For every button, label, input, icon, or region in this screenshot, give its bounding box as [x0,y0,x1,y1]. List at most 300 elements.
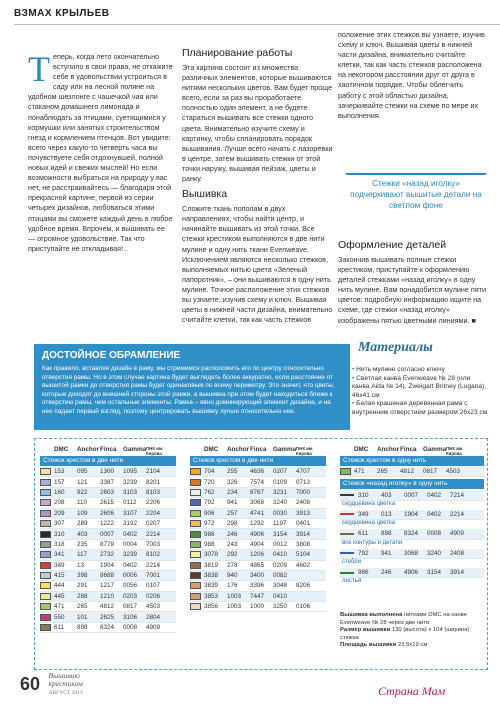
key-cell: 986 [358,569,369,577]
color-swatch [40,510,51,517]
summary-label: Размер вышивки [340,627,391,634]
key-cell: 0402 [123,530,138,538]
key-header [40,446,176,456]
key-cell: 3068 [250,499,265,507]
key-cell: 0007 [404,491,419,499]
key-cell: 0817 [123,603,138,611]
color-swatch [40,572,51,579]
key-cell: 0401 [296,520,311,528]
backstitch-line-swatch [340,513,354,515]
materials-box [352,340,488,440]
key-cell: 121 [77,478,88,486]
key-cell: 2104 [146,468,161,476]
key-cell: 940 [227,572,238,580]
key-cell: 1197 [273,520,287,528]
key-cell: 0107 [146,582,161,590]
finishing-text: Закончив вышивать полные стежки крестиком, приступайте к оформлению деталей стежками «назад иголку» в одну нить мулине. Вам понадобится мулине пяти цветов: подробную информацию ищите на схеме, где стежки «назад иголку» изображены пятью цветными линиями. ■ [338,255,486,325]
key-cell: 4906 [404,569,419,577]
materials-item: • Нить мулине согласно ключу [352,366,488,375]
key-cell: 3048 [273,582,288,590]
key-cell: 235 [77,540,88,548]
key-header [340,446,484,456]
key-cell: 398 [77,572,88,580]
key-row [190,540,326,550]
key-cell: 0207 [146,520,161,528]
key-cell: 3839 [204,582,219,590]
color-swatch [40,520,51,527]
finishing-heading: Оформление деталей [338,239,447,251]
magazine-name-line1: Вышиваю [48,671,80,680]
key-row [190,592,326,602]
key-row [40,540,176,550]
key-cell: 1003 [227,592,242,600]
key-cell: 2214 [450,510,465,518]
key-cell: 1222 [100,520,115,528]
key-cell: 298 [227,520,238,528]
key-cell: 4707 [296,468,311,476]
key-row [40,519,176,529]
key-cell: 792 [358,549,369,557]
color-swatch [190,603,201,610]
color-swatch [40,499,51,506]
key-header-anchor: Anchor [377,446,400,453]
key-column-1 [40,446,176,633]
key-cell: 7001 [146,572,161,580]
key-cell: 4812 [100,603,115,611]
key-cell: 2204 [146,509,161,517]
key-row [190,488,326,498]
key-cell: 906 [204,509,215,517]
pull-quote-text: Стежки «назад иголку» подчеркивают вышитые детали на светлом фоне [350,179,482,210]
backstitch-label: листья [342,578,361,585]
key-cell: 2603 [100,488,115,496]
key-cell: 8324 [404,530,419,538]
key-header-dmc: DMC [354,446,369,453]
key-rows [340,490,484,587]
key-cell: 3914 [450,569,465,577]
key-cell: 208 [54,499,65,507]
backstitch-label: сердцевина цветка [342,520,396,527]
key-row [190,550,326,560]
pull-quote-rule [346,173,486,175]
key-cell: 8206 [296,582,311,590]
color-swatch [40,468,51,475]
key-cell: 310 [54,530,65,538]
key-cell: 0007 [100,530,115,538]
key-row [40,581,176,591]
key-row [340,490,484,500]
key-cell: 4904 [250,540,265,548]
materials-list [352,366,488,418]
key-row [190,561,326,571]
key-cell: 0106 [296,603,311,611]
key-cell: 471 [354,468,365,476]
key-cell: 257 [227,509,238,517]
key-row [340,510,484,520]
key-cell: 1206 [250,551,265,559]
key-header-gamma: Gamma [273,446,297,453]
pull-quote [346,173,486,223]
color-swatch [340,468,351,475]
key-cell: 3400 [250,572,265,580]
key-column-2 [190,446,326,612]
key-cell: 7574 [250,478,265,486]
key-row [40,550,176,560]
key-header-dmc: DMC [54,446,69,453]
color-swatch [40,479,51,486]
color-swatch [40,614,51,621]
color-swatch [190,541,201,548]
key-cell: 792 [204,499,215,507]
embroidery-heading: Вышивка [182,188,228,201]
key-row [190,602,326,612]
key-row [190,529,326,539]
summary-text: 130 (высота) х 104 (ширина) стежка [340,627,470,641]
key-cell: 0402 [123,561,138,569]
color-swatch [40,562,51,569]
key-row [340,467,484,477]
backstitch-line-swatch [340,533,354,535]
key-cell: 0008 [427,530,442,538]
key-cell: 3103 [123,488,138,496]
key-cell: 349 [358,510,369,518]
watermark: Страна Мам [378,684,446,698]
key-cell: 4741 [250,509,265,517]
key-cell: 326 [227,478,238,486]
key-cell: 444 [54,582,65,590]
key-cell: 898 [77,624,88,632]
key-cell: 3808 [296,540,311,548]
key-cell: 445 [54,592,65,600]
key-row [40,488,176,498]
color-swatch [40,531,51,538]
key-cell: 0004 [123,540,138,548]
key-cell: 2408 [296,499,311,507]
color-swatch [190,489,201,496]
key-cell: 4909 [450,530,465,538]
key-row [40,509,176,519]
key-cell: 2206 [146,499,161,507]
drop-cap: Т [28,49,50,89]
key-cell: 415 [54,572,65,580]
key-cell: 288 [77,592,88,600]
key-cell: 3914 [296,530,311,538]
section-header [14,8,214,26]
key-cell: 117 [77,551,88,559]
key-cell: 1904 [100,561,115,569]
key-section-label: Стежок «назад иголку» в одну нить [340,479,484,489]
key-cell: 762 [204,488,215,496]
key-cell: 1210 [100,592,115,600]
key-cell: 0109 [273,478,288,486]
key-cell: 3239 [123,551,138,559]
key-cell: 611 [54,624,65,632]
key-cell: 0012 [273,540,288,548]
color-swatch [190,468,201,475]
key-cell: 291 [77,582,88,590]
key-cell: 255 [227,468,238,476]
key-cell: 3387 [100,478,115,486]
key-cell: 209 [54,509,65,517]
key-cell: 1003 [227,603,242,611]
key-cell: 7003 [146,540,161,548]
key-row [40,561,176,571]
key-cell: 986 [204,530,215,538]
key-cell: 2606 [100,509,115,517]
key-cell: 0030 [273,509,288,517]
key-row [40,467,176,477]
key-header [190,446,326,456]
embroidery-text: Сложите ткань пополам в двух направлениях, чтобы найти центр, и начинайте вышивать из этой точки. Все стежки крестиком выполняются в две нити мулине и одну нить ткани Evenweave. Исключением являются несколько стежков, выполняемых нитью цвета «Зеленый папоротник», – они вышиваются в одну нить мулине. Точное расположение этих стежков вы узнаете, изучив схему и ключ. Вышивая цветы в нижней части дизайна, внимательно считайте клетки, так как часть стежков [182,204,333,325]
key-row [40,602,176,612]
key-header-dmc: DMC [204,446,219,453]
key-cell: 1300 [100,468,115,476]
key-cell: 403 [381,491,392,499]
key-cell: 4909 [146,624,161,632]
key-row [190,581,326,591]
key-cell: 550 [54,613,65,621]
color-swatch [40,489,51,496]
key-cell: 0082 [273,572,288,580]
key-header-pnk: ПНК им. Кирова [446,446,464,456]
key-cell: 2214 [146,530,161,538]
materials-item: • Светлая канва Evenweave № 28 (или канва Aida № 14), Zweigart Britney (Lugana), 46х41 см [352,375,488,401]
color-swatch [190,510,201,517]
color-swatch [40,624,51,631]
backstitch-line-swatch [340,552,354,554]
key-cell: 3068 [404,549,419,557]
key-cell: 318 [54,540,65,548]
key-cell: 941 [381,549,392,557]
framing-heading: ДОСТОЙНОЕ ОБРАМЛЕНИЕ [42,350,181,361]
key-cell: 3250 [273,603,288,611]
key-rows [190,467,326,612]
color-swatch [40,582,51,589]
key-cell: 3913 [296,509,311,517]
finishing-block [338,236,486,326]
key-cell: 4865 [250,561,265,569]
key-cell: 720 [204,478,215,486]
key-cell: 4906 [250,530,265,538]
color-swatch [190,551,201,558]
key-cell: 0209 [273,561,288,569]
key-cell: 3838 [204,572,219,580]
key-row [40,612,176,622]
key-cell: 3396 [250,582,265,590]
summary-text: 23,5х19 см [397,642,428,649]
key-row [340,549,484,559]
key-cell: 243 [227,540,238,548]
key-row [190,467,326,477]
key-cell: 0006 [123,572,138,580]
key-cell: 941 [227,499,238,507]
key-cell: 3106 [123,613,138,621]
color-swatch [190,572,201,579]
key-cell: 3240 [273,499,288,507]
color-swatch [190,479,201,486]
key-cell: 972 [204,520,215,528]
key-cell: 0402 [427,510,442,518]
key-cell: 471 [54,603,65,611]
key-cell: 0008 [123,624,138,632]
key-cell: 3107 [123,509,138,517]
section-title: ВЗМАХ КРЫЛЬЕВ [14,8,110,19]
key-cell: 611 [358,530,369,538]
page-number: 60 [20,674,41,694]
key-cell: 0410 [273,551,288,559]
key-cell: 1292 [250,520,265,528]
key-cell: 278 [227,561,238,569]
key-rows [340,467,484,477]
key-cell: 289 [77,520,88,528]
key-cell: 157 [54,478,65,486]
key-cell: 3240 [427,549,442,557]
key-cell: 341 [54,551,65,559]
key-cell: 246 [381,569,392,577]
key-section-label: Стежок крестом в две нити [40,456,176,466]
key-cell: 7447 [250,592,265,600]
color-swatch [190,562,201,569]
key-row [340,568,484,578]
key-cell: 265 [77,603,88,611]
color-swatch [40,551,51,558]
materials-heading: Материалы [358,340,433,355]
key-rows [40,467,176,633]
key-row [40,477,176,487]
key-row [40,592,176,602]
key-cell: 292 [227,551,238,559]
key-cell: 101 [77,613,88,621]
key-cell: 0206 [146,592,161,600]
key-column-3 [340,446,484,587]
key-row [40,623,176,633]
key-cell: 8779 [100,540,115,548]
key-cell: 3192 [123,520,138,528]
key-cell: 7214 [450,491,465,499]
key-cell: 3231 [273,488,288,496]
key-cell: 4503 [146,603,161,611]
key-cell: 4503 [446,468,461,476]
key-cell: 234 [227,488,238,496]
key-cell: 109 [77,509,88,517]
key-header-finca: Finca [250,446,267,453]
key-cell: 2214 [146,561,161,569]
key-cell: 0817 [423,468,438,476]
key-cell: 704 [204,468,215,476]
issue-month: АВГУСТ 2013 [48,690,83,696]
color-swatch [190,582,201,589]
planning-heading: Планирование работы [182,47,293,59]
key-cell: 1904 [404,510,419,518]
key-cell: 307 [54,520,65,528]
magazine-name-line2: крестиком [48,679,83,688]
color-swatch [40,593,51,600]
materials-item: • Белая крашеная деревянная рама с внутренним отверстием размером 26х23 см [352,400,488,417]
key-section-label: Стежок крестом в одну нить [340,456,484,466]
key-cell: 8767 [250,488,265,496]
key-row [40,498,176,508]
key-header-gamma: Gamma [123,446,147,453]
color-swatch [190,499,201,506]
continued-text [338,30,486,168]
key-header-pnk: ПНК им. Кирова [146,446,164,456]
key-cell: 0056 [123,582,138,590]
key-cell: 310 [358,491,369,499]
page-footer [20,672,220,698]
key-cell: 0203 [123,592,138,600]
color-swatch [40,541,51,548]
key-header-gamma: Gamma [423,446,447,453]
key-summary [340,612,486,650]
key-cell: 8688 [100,572,115,580]
key-cell: 4636 [250,468,265,476]
key-row [190,519,326,529]
key-cell: 2625 [100,613,115,621]
key-header-anchor: Anchor [227,446,250,453]
backstitch-line-swatch [340,572,354,574]
summary-label: Вышивка выполнена [340,612,403,618]
key-cell: 988 [204,540,215,548]
key-cell: 2804 [146,613,161,621]
color-swatch [190,531,201,538]
backstitch-label: сердцевина цветка [342,500,396,507]
key-row [190,498,326,508]
instructions-column [182,44,334,324]
key-cell: 1217 [100,582,115,590]
key-cell: 3154 [427,569,442,577]
key-cell: 160 [54,488,65,496]
key-cell: 4812 [400,468,415,476]
key-cell: 2732 [100,551,115,559]
key-header-pnk: ПНК им. Кирова [296,446,314,456]
key-section-label: Стежок крестом в две нити [190,456,326,466]
key-cell: 2615 [100,499,115,507]
key-header-finca: Finca [100,446,117,453]
color-swatch [190,593,201,600]
key-row [40,529,176,539]
key-cell: 095 [77,468,88,476]
backstitch-line-swatch [340,494,354,496]
key-cell: 5104 [296,551,311,559]
key-cell: 13 [77,561,85,569]
key-cell: 1000 [250,603,265,611]
backstitch-label: все контуры и детали [342,539,403,546]
key-cell: 3853 [204,592,219,600]
key-header-finca: Finca [400,446,417,453]
key-cell: 153 [54,468,65,476]
framing-box [34,344,350,430]
key-cell: 898 [381,530,392,538]
summary-label: Площадь вышивки [340,642,397,649]
key-header-anchor: Anchor [77,446,100,453]
key-cell: 3819 [204,561,219,569]
key-cell: 0713 [296,478,311,486]
key-row [190,477,326,487]
continued-column [338,30,486,168]
key-cell: 3239 [123,478,138,486]
key-row [340,529,484,539]
key-cell: 0410 [273,592,288,600]
key-cell: 8103 [146,488,161,496]
key-row [190,571,326,581]
key-cell: 349 [54,561,65,569]
key-cell: 3856 [204,603,219,611]
key-row [40,571,176,581]
framing-text: Как правило, вставляя дизайн в раму, мы стремимся расположить его по центру относительно отверстия рамы. Но в этом случае картина будет выглядеть более аккуратно, если расстояние от вышитой рамки до отверстия рамы будет одинаковым по всему периметру. Это значит, что цветы, которые доходят до внешней стороны этой рамки, а вышивка при этом будет находиться ближе к отверстию рамы, чем остальные элементы. Рамка – явно доминирующий элемент дизайна, и на нее падает первый взгляд, поэтому центрировать вышивку лучше относительно нее. [42,365,335,415]
key-cell: 0207 [273,468,288,476]
magazine-logo [48,672,82,697]
key-cell: 0402 [427,491,442,499]
